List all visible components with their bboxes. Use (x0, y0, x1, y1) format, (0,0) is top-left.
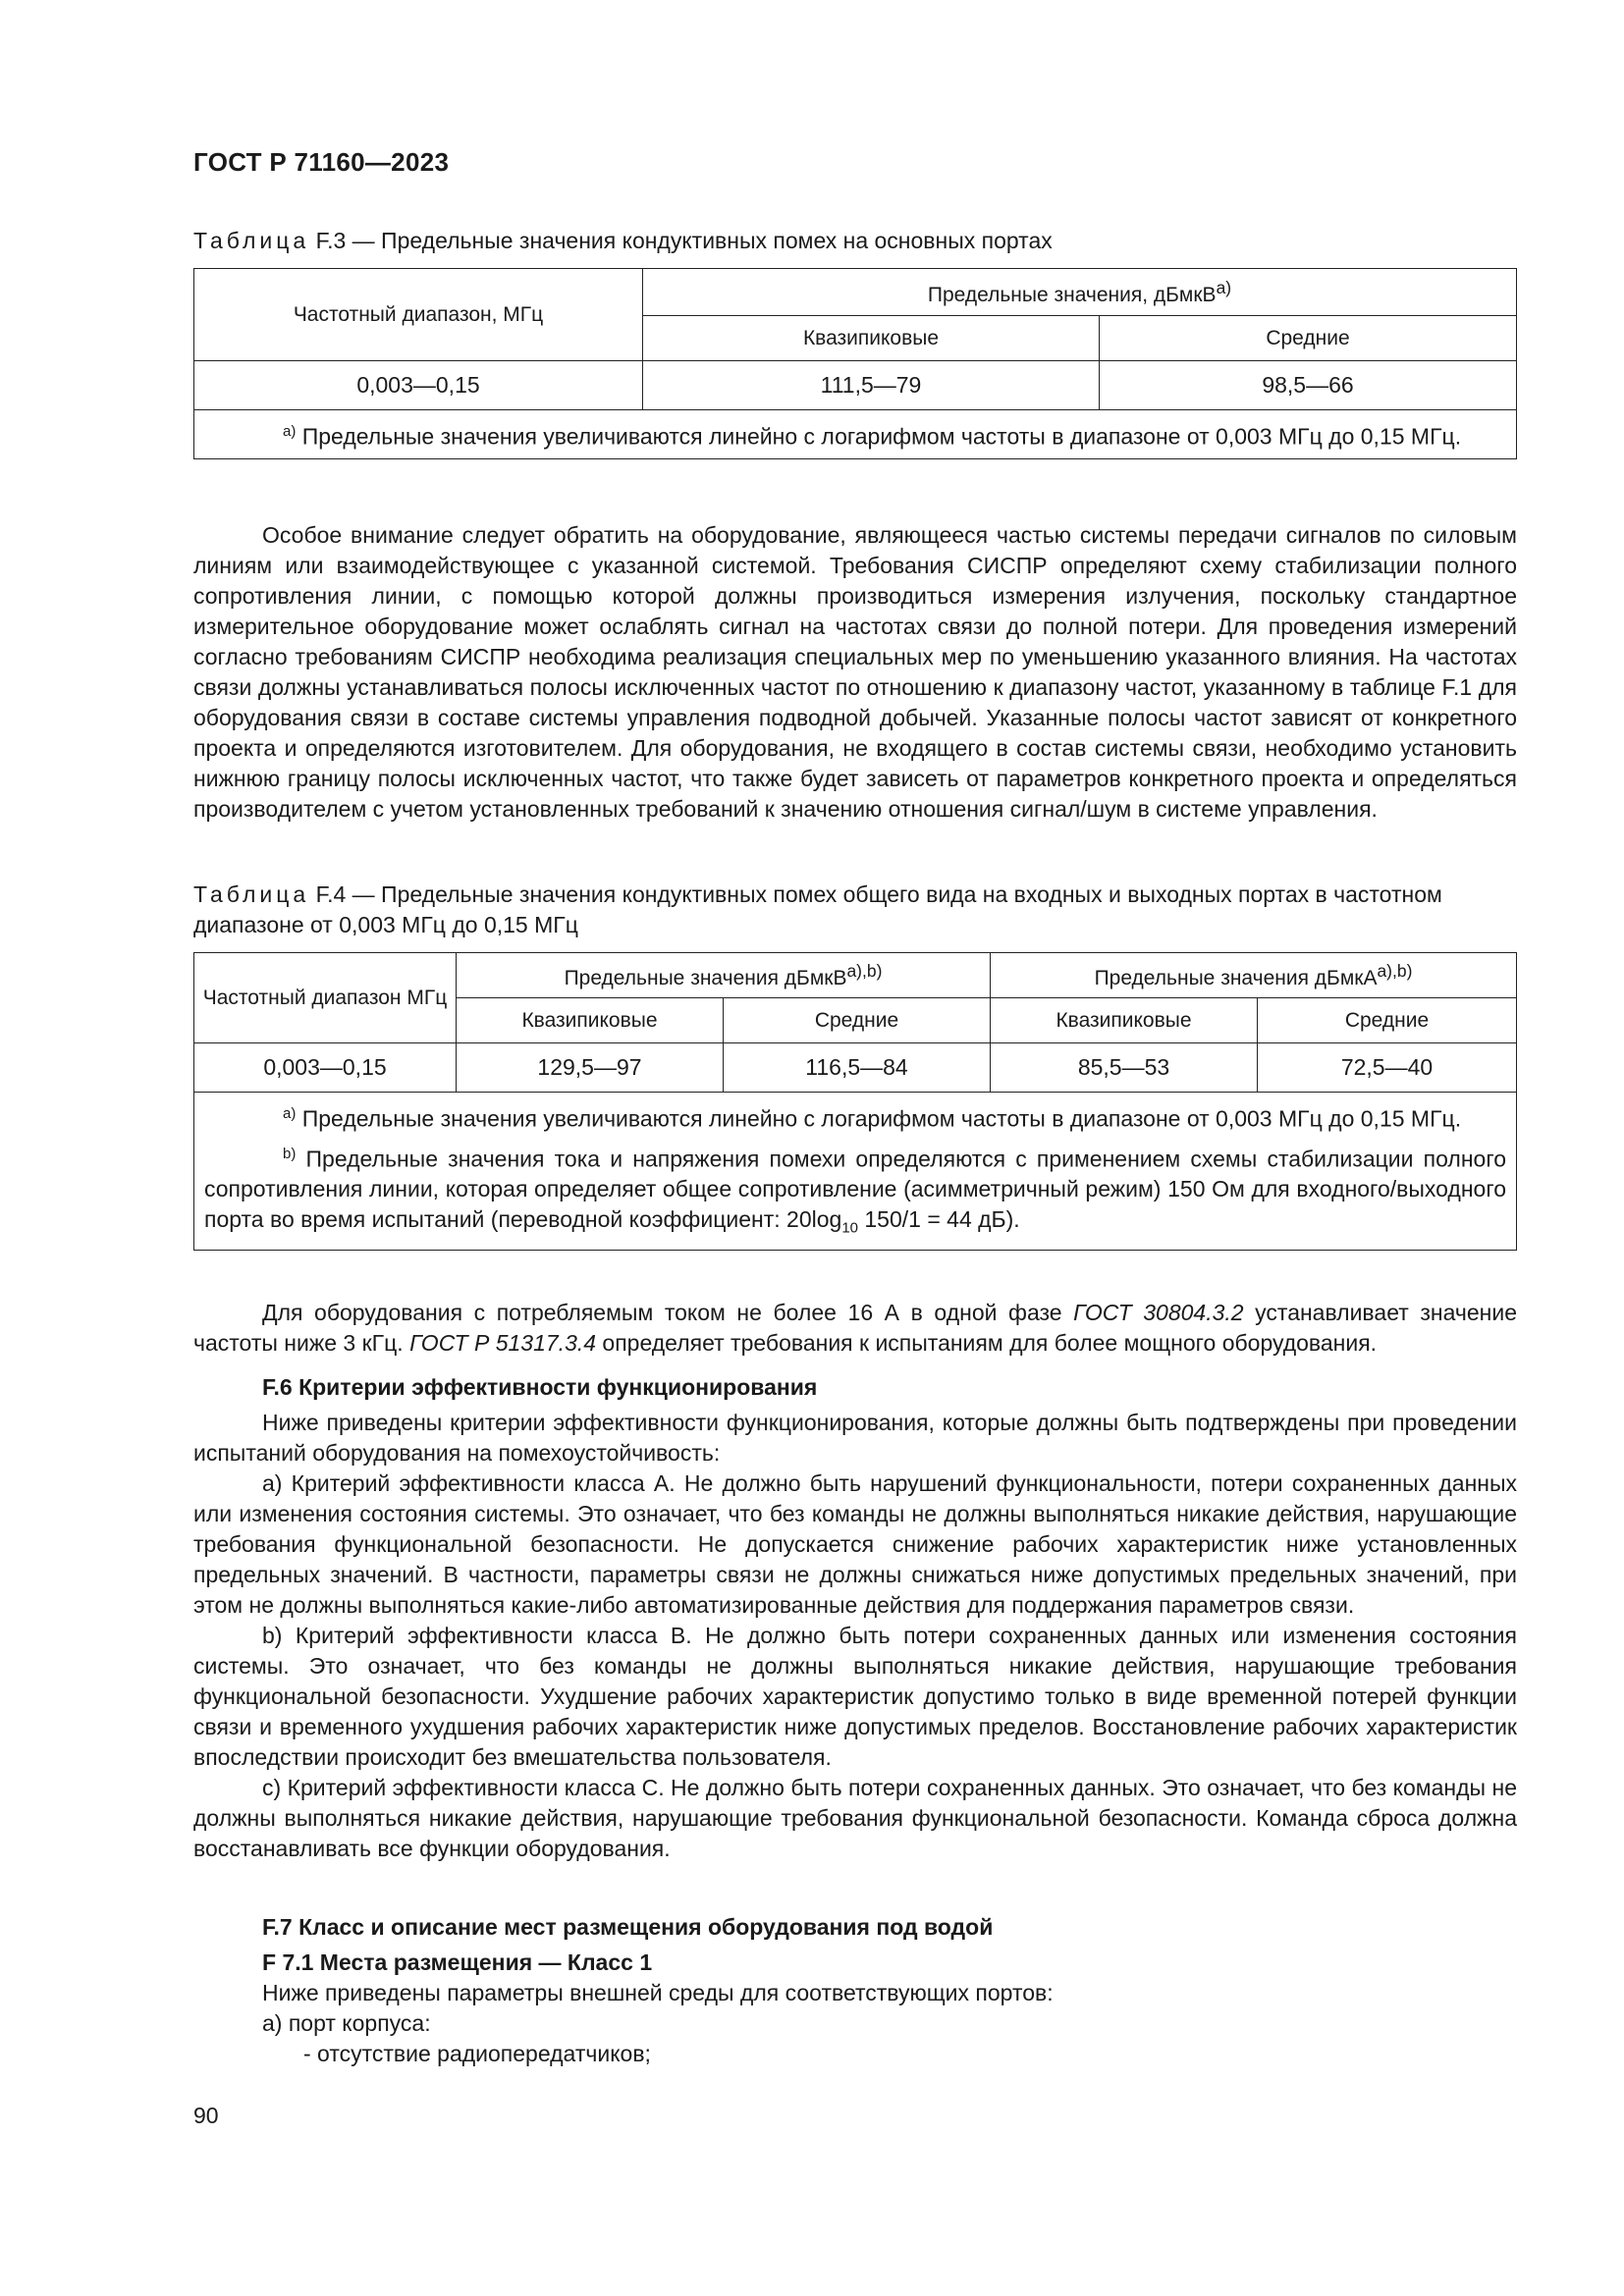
section-f7 (193, 1912, 1517, 2069)
table-f3-col-limits: Предельные значения, дБмкВ$^{а)}$ (643, 269, 1517, 316)
table-f4-col-v-avg: Средние (724, 998, 991, 1043)
table-f4-col-a: Предельные значения дБмкА$^{а),b)}$ (991, 953, 1517, 998)
paragraph-low-frequency: Для оборудования с потребляемым током не более 16 А в одной фазе ГОСТ 30804.3.2 устанавливает значение частоты ниже 3 кГц. ГОСТ Р 51317.3.4 определяет требования к испытаниям для более мощного оборудования. (193, 1300, 1517, 1356)
table-f3-col-avg: Средние (1100, 316, 1517, 361)
list-item: а) порт корпуса: (262, 2010, 431, 2036)
table-f3-block (193, 226, 1517, 459)
table-f3-col-qp: Квазипиковые (643, 316, 1100, 361)
table-f4 (193, 952, 1517, 1251)
table-f4-note-a: $^{а)}$ Предельные значения увеличиваются линейно с логарифмом частоты в диапазоне от 0,003 МГц до 0,15 МГц. (283, 1105, 1462, 1132)
table-row: 0,003—0,15 111,5—79 98,5—66 (194, 361, 1517, 410)
section-f6 (193, 1372, 1517, 1864)
list-item: - отсутствие радиопередатчиков; (303, 2041, 651, 2066)
section-f7-heading: F.7 Класс и описание мест размещения оборудования под водой (262, 1914, 994, 1940)
paragraph-pls: Особое внимание следует обратить на оборудование, являющееся частью системы передачи сигналов по силовым линиям или взаимодействующее с указанной системой. Требования СИСПР определяют схему стабилизации полного сопротивления линии, с помощью которой должны производиться измерения излучения, поскольку стандартное измерительное оборудование может ослаблять сигнал на частотах связи до полной потери. Для проведения измерений согласно требованиям СИСПР необходима реализация специальных мер по уменьшению указанного влияния. На частотах связи должны устанавливаться полосы исключенных частот по отношению к диапазону частот, указанному в таблице F.1 для оборудования связи в составе системы управления подводной добычей. Указанные полосы частот зависят от конкретного проекта и определяются изготовителем. Для оборудования, не входящего в состав системы связи, необходимо установить нижнюю границу полосы исключенных частот, что также будет зависеть от параметров конкретного проекта и определяться производителем с учетом установленных требований к значению отношения сигнал/шум в системе управления. (193, 522, 1517, 822)
table-f4-note (194, 1093, 1517, 1251)
criterion-c: c) Критерий эффективности класса С. Не должно быть потери сохраненных данных. Это означает, что без команды не должны выполняться никакие действия, нарушающие требования функциональной безопасности. Команда сброса должна восстанавливать все функции оборудования. (193, 1775, 1517, 1861)
section-f71-intro: Ниже приведены параметры внешней среды для соответствующих портов: (262, 1980, 1054, 2005)
table-f4-col-v: Предельные значения дБмкВ$^{а),b)}$ (457, 953, 991, 998)
section-f6-intro: Ниже приведены критерии эффективности функционирования, которые должны быть подтверждены при проведении испытаний оборудования на помехоустойчивость: (193, 1410, 1517, 1466)
table-row: 0,003—0,15 129,5—97 116,5—84 85,5—53 72,5—40 (194, 1043, 1517, 1093)
table-f3-note-a: $^{а)}$ Предельные значения увеличиваются линейно с логарифмом частоты в диапазоне от 0,003 МГц до 0,15 МГц. (283, 423, 1462, 450)
page-number: 90 (193, 2103, 219, 2128)
section-f6-heading: F.6 Критерии эффективности функционирования (262, 1374, 818, 1400)
criterion-b: b) Критерий эффективности класса В. Не должно быть потери сохраненных данных или изменения состояния системы. Это означает, что без команды не должны выполняться никакие действия, нарушающие требования функциональной безопасности. Ухудшение рабочих характеристик допустимо только в виде временной потерей функции связи и временного ухудшения рабочих характеристик ниже допустимых пределов. Восстановление рабочих характеристик впоследствии происходит без вмешательства пользователя. (193, 1623, 1517, 1770)
table-f4-col-a-qp: Квазипиковые (991, 998, 1258, 1043)
table-f3 (193, 268, 1517, 459)
table-f4-block (193, 880, 1517, 1251)
document-header: ГОСТ Р 71160—2023 (193, 147, 450, 177)
table-f4-col-a-avg: Средние (1258, 998, 1517, 1043)
section-f71-heading: F 7.1 Места размещения — Класс 1 (262, 1949, 653, 1975)
table-f3-col-freq: Частотный диапазон, МГц (194, 269, 643, 361)
table-f3-caption: Таблица F.3 — Предельные значения кондуктивных помех на основных портах (193, 228, 1053, 253)
criterion-a: a) Критерий эффективности класса А. Не должно быть нарушений функциональности, потери сохраненных данных или изменения состояния системы. Это означает, что без команды не должны выполняться никакие действия, нарушающие требования функциональной безопасности. Не допускается снижение рабочих характеристик ниже установленных предельных значений. В частности, параметры связи не должны снижаться ниже допустимых предельных значений, при этом не должны выполняться какие-либо автоматизированные действия для поддержания параметров связи. (193, 1470, 1517, 1618)
table-f4-col-freq: Частотный диапазон МГц (194, 953, 457, 1043)
table-f4-caption: Таблица F.4 — Предельные значения кондуктивных помех общего вида на входных и выходных портах в частотном диапазоне от 0,003 МГц до 0,15 МГц (193, 881, 1442, 937)
table-f3-note (194, 410, 1517, 459)
table-f4-col-v-qp: Квазипиковые (457, 998, 724, 1043)
reference-gost-r-51317[interactable]: ГОСТ Р 51317.3.4 (409, 1330, 597, 1356)
table-f4-note-b: $^{b)}$ Предельные значения тока и напряжения помехи определяются с применением схемы стабилизации полного сопротивления линии, которая определяет общее сопротивление (асимметричный режим) 150 Ом для входного/выходного порта во время испытаний (переводной коэффициент: $20\log_{10}$ 150/1 = 44 дБ). (204, 1145, 1507, 1237)
reference-gost-30804[interactable]: ГОСТ 30804.3.2 (1073, 1300, 1244, 1325)
